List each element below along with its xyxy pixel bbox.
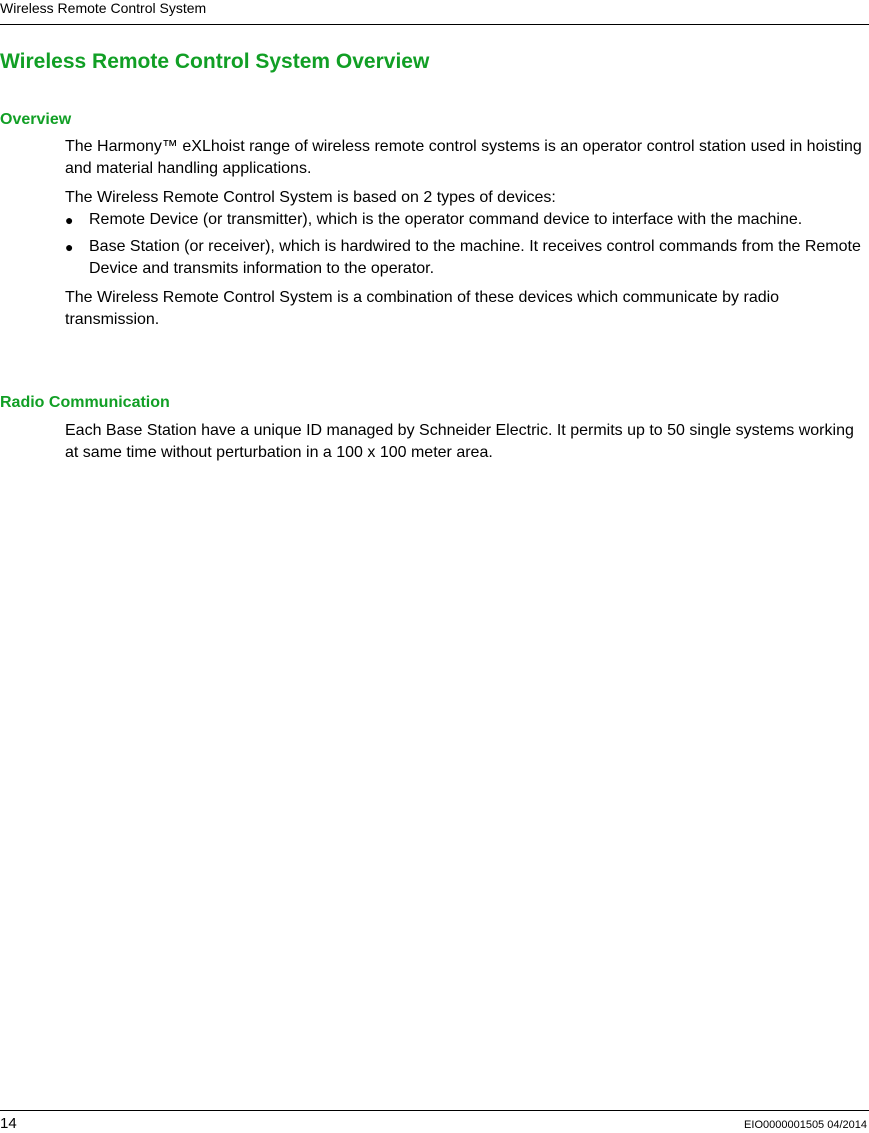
page-number: 14 (0, 1115, 17, 1132)
header-rule (0, 24, 869, 25)
radio-paragraph: Each Base Station have a unique ID managed by Schneider Electric. It permits up to 50 single systems working at same time without perturbation in a 100 x 100 meter area. (65, 422, 854, 461)
section-heading-radio-communication: Radio Communication (0, 394, 170, 411)
overview-paragraph: The Wireless Remote Control System is based on 2 types of devices: (65, 189, 556, 206)
list-item (65, 209, 867, 231)
overview-closing-paragraph: The Wireless Remote Control System is a combination of these devices which communicate by radio transmission. (65, 289, 780, 328)
section-heading-overview: Overview (0, 111, 72, 128)
section-body-radio-communication (65, 420, 867, 464)
footer-rule (0, 1110, 869, 1111)
device-type-list (65, 209, 867, 280)
list-item-text: Base Station (or receiver), which is hardwired to the machine. It receives control commands from the Remote Device and transmits information to the operator. (89, 238, 861, 277)
section-body-overview (65, 136, 867, 331)
running-header: Wireless Remote Control System (0, 0, 207, 16)
document-reference: EIO0000001505 04/2014 (744, 1119, 867, 1131)
page-title: Wireless Remote Control System Overview (0, 50, 430, 73)
list-item (65, 236, 867, 280)
bullet-dot-icon: ● (65, 212, 74, 228)
list-item-text: Remote Device (or transmitter), which is the operator command device to interface with the machine. (89, 211, 803, 228)
bullet-dot-icon: ● (65, 239, 74, 255)
overview-paragraph: The Harmony™ eXLhoist range of wireless remote control systems is an operator control station used in hoisting and material handling applications. (65, 138, 862, 177)
